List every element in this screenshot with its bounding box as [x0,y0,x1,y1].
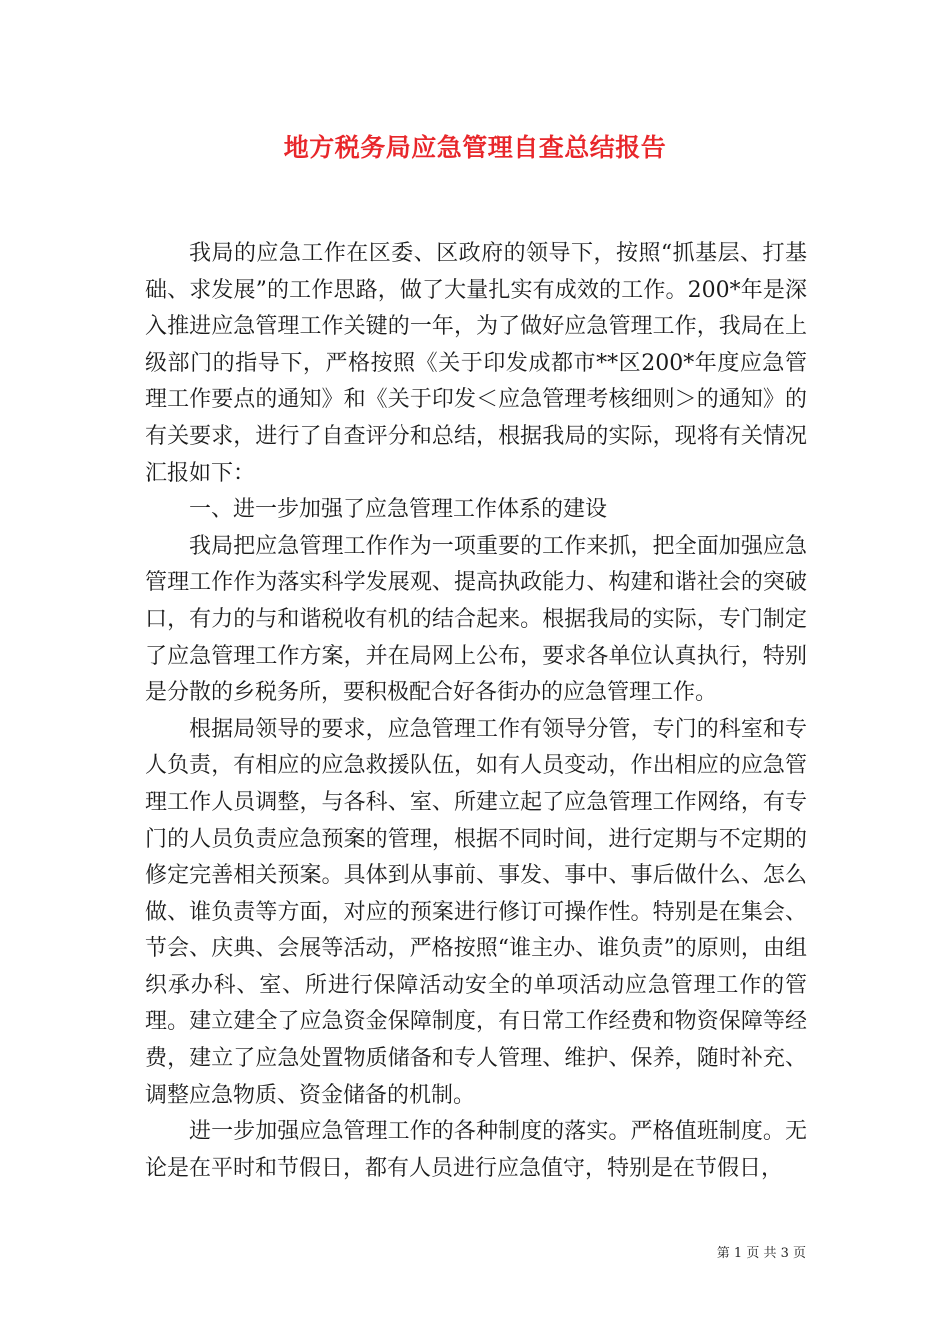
document-title: 地方税务局应急管理自查总结报告 [283,133,667,162]
page-number-footer: 第 1 页 共 3 页 [716,1246,806,1261]
paragraph-leadership-requirements: 根据局领导的要求，应急管理工作有领导分管，专门的科室和专人负责，有相应的应急救援队伍，如有人员变动，作出相应的应急管理工作人员调整，与各科、室、所建立起了应急管理工作网络，有专门的人员负责应急预案的管理，根据不同时间，进行定期与不定期的修定完善相关预案。具体到从事前、事发、事中、事后做什么、怎么做、谁负责等方面，对应的预案进行修订可操作性。特别是在集会、节会、庆典、会展等活动，严格按照“谁主办、谁负责”的原则，由组织承办科、室、所进行保障活动安全的单项活动应急管理工作的管理。建立建全了应急资金保障制度，有日常工作经费和物资保障等经费，建立了应急处置物质储备和专人管理、维护、保养，随时补充、调整应急物质、资金储备的机制。 [145,716,807,1108]
paragraph-intro: 我局的应急工作在区委、区政府的领导下，按照“抓基层、打基础、求发展”的工作思路，做了大量扎实有成效的工作。200*年是深入推进应急管理工作关键的一年，为了做好应急管理工作，我局在上级部门的指导下，严格按照《关于印发成都市**区200*年度应急管理工作要点的通知》和《关于印发＜应急管理考核细则＞的通知》的有关要求，进行了自查评分和总结，根据我局的实际，现将有关情况汇报如下： [145,241,807,486]
document-body [145,236,807,1187]
paragraph-system-implementation: 进一步加强应急管理工作的各种制度的落实。严格值班制度。无论是在平时和节假日，都有人员进行应急值守，特别是在节假日， [145,1119,807,1181]
paragraph-system-building: 我局把应急管理工作作为一项重要的工作来抓，把全面加强应急管理工作作为落实科学发展观、提高执政能力、构建和谐社会的突破口，有力的与和谐税收有机的结合起来。根据我局的实际，专门制定了应急管理工作方案，并在局网上公布，要求各单位认真执行，特别是分散的乡税务所，要积极配合好各街办的应急管理工作。 [145,533,807,706]
section-heading-1: 一、进一步加强了应急管理工作体系的建设 [189,497,608,523]
